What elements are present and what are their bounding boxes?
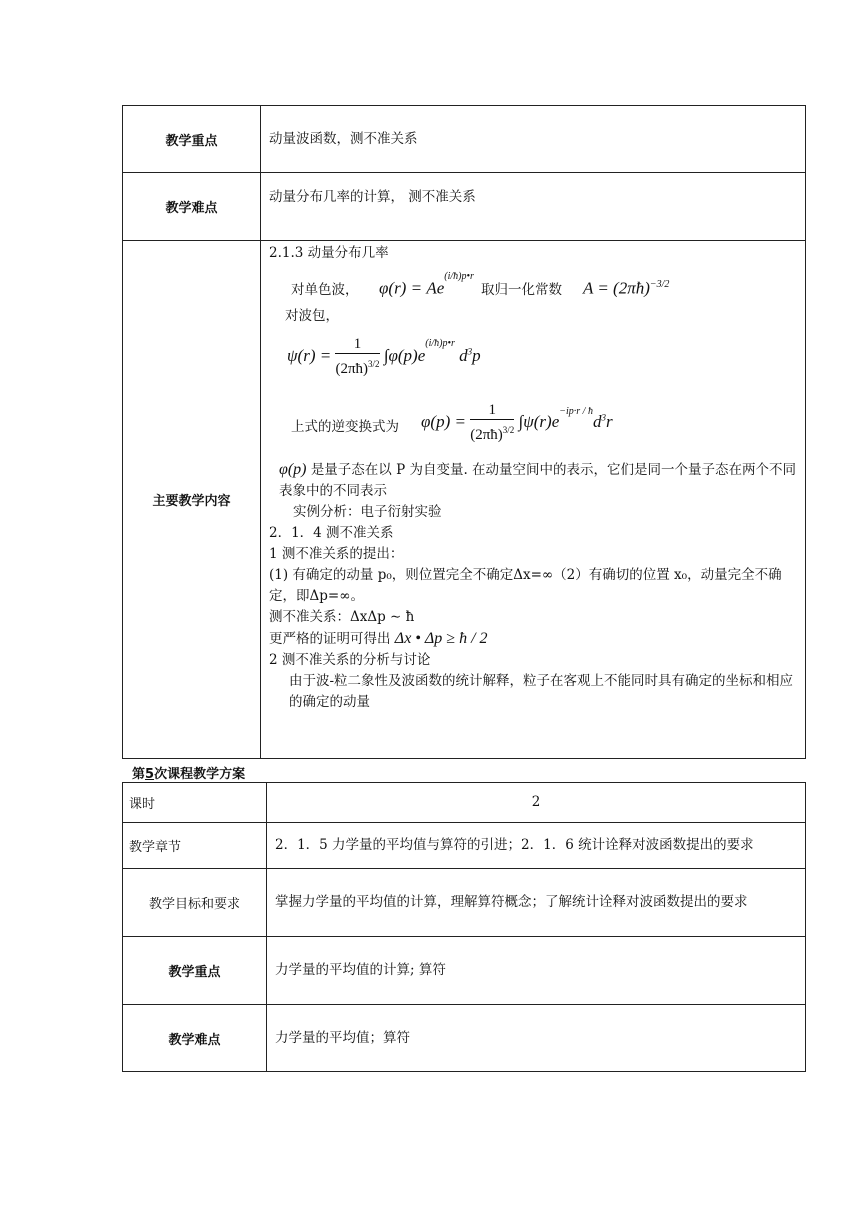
phi-p-symbol: φ(p) [279, 461, 307, 478]
row-label-difficulties: 教学难点 [123, 173, 261, 241]
row-text-chapter: 2．1．5 力学量的平均值与算符的引进；2．1．6 统计诠释对波函数提出的要求 [267, 823, 806, 869]
row-label-key-points: 教学重点 [123, 106, 261, 173]
analysis-text: 由于波-粒二象性及波函数的统计解释，粒子在客观上不能同时具有确定的坐标和相应的确定的动量 [289, 673, 794, 710]
single-wave-row [269, 264, 797, 306]
row-label-key-points-2: 教学重点 [123, 937, 267, 1005]
point-1-text: (1) 有确定的动量 p₀，则位置完全不确定Δx=∞（2）有确切的位置 x₀，动量完全不确定，即Δp=∞。 [269, 567, 782, 604]
example-line: 实例分析：电子衍射实验 [293, 504, 442, 520]
lesson-table-2 [122, 782, 806, 1072]
lesson-table-1 [122, 105, 806, 759]
heading-2-1-3: 2.1.3 动量分布几率 [269, 245, 389, 261]
inverse-label: 上式的逆变换式为 [291, 419, 399, 435]
analysis-heading: 2 测不准关系的分析与讨论 [269, 652, 431, 668]
row-label-hours: 课时 [123, 783, 267, 823]
section-title: 第5次课程教学方案 [132, 767, 246, 782]
phi-description-text: 是量子态在以 P 为自变量. 在动量空间中的表示，它们是同一个量子态在两个不同表象中的不同表示 [279, 462, 797, 499]
strict-proof-line [269, 628, 797, 650]
strict-proof-formula: Δx • Δp ≥ ħ / 2 [394, 630, 488, 647]
inverse-formula: φ(p) = $\frac{1}{(2\pi ħ)^{3/2}}$ $\int\psi(r)e^{-ip\cdot r / ħ}d^3r$ [421, 402, 613, 443]
wavepacket-formula: ψ(r) = $\frac{1}{(2\pi ħ)^{3/2}}$ $\int\varphi(p)e^{(i/ħ)p•r}$ $d^3p$ [287, 336, 481, 377]
norm-const-formula: A = (2πħ)$^{-3/2}$ [583, 278, 670, 298]
row-text-goals: 掌握力学量的平均值的计算，理解算符概念；了解统计诠释对波函数提出的要求 [267, 869, 806, 937]
main-content-cell [261, 241, 806, 759]
heading-2-1-4: 2．1．4 测不准关系 [269, 525, 394, 541]
inverse-row [269, 389, 797, 453]
section-number: 5 [145, 767, 155, 782]
row-text-hours: 2 [267, 783, 806, 823]
uncertainty-relation: 测不准关系：ΔxΔp ∼ ħ [269, 609, 415, 625]
norm-const-label: 取归一化常数 [481, 282, 562, 298]
row-label-main-content: 主要教学内容 [123, 241, 261, 759]
row-text-key-points: 动量波函数，测不准关系 [261, 106, 806, 173]
row-label-goals: 教学目标和要求 [123, 869, 267, 937]
row-text-difficulties-2: 力学量的平均值；算符 [267, 1005, 806, 1072]
single-wave-label: 对单色波， [291, 282, 359, 298]
wavepacket-formula-row [269, 327, 797, 389]
raise-line: 1 测不准关系的提出： [269, 546, 404, 562]
row-text-difficulties: 动量分布几率的计算， 测不准关系 [261, 173, 806, 241]
wavepacket-label: 对波包， [285, 308, 339, 324]
strict-proof-label: 更严格的证明可得出 [269, 631, 391, 647]
row-label-difficulties-2: 教学难点 [123, 1005, 267, 1072]
row-label-chapter: 教学章节 [123, 823, 267, 869]
phi-description [269, 459, 797, 502]
plane-wave-formula: $\varphi(r) = Ae^{(i/ħ)p•r}$ [379, 271, 474, 298]
row-text-key-points-2: 力学量的平均值的计算; 算符 [267, 937, 806, 1005]
